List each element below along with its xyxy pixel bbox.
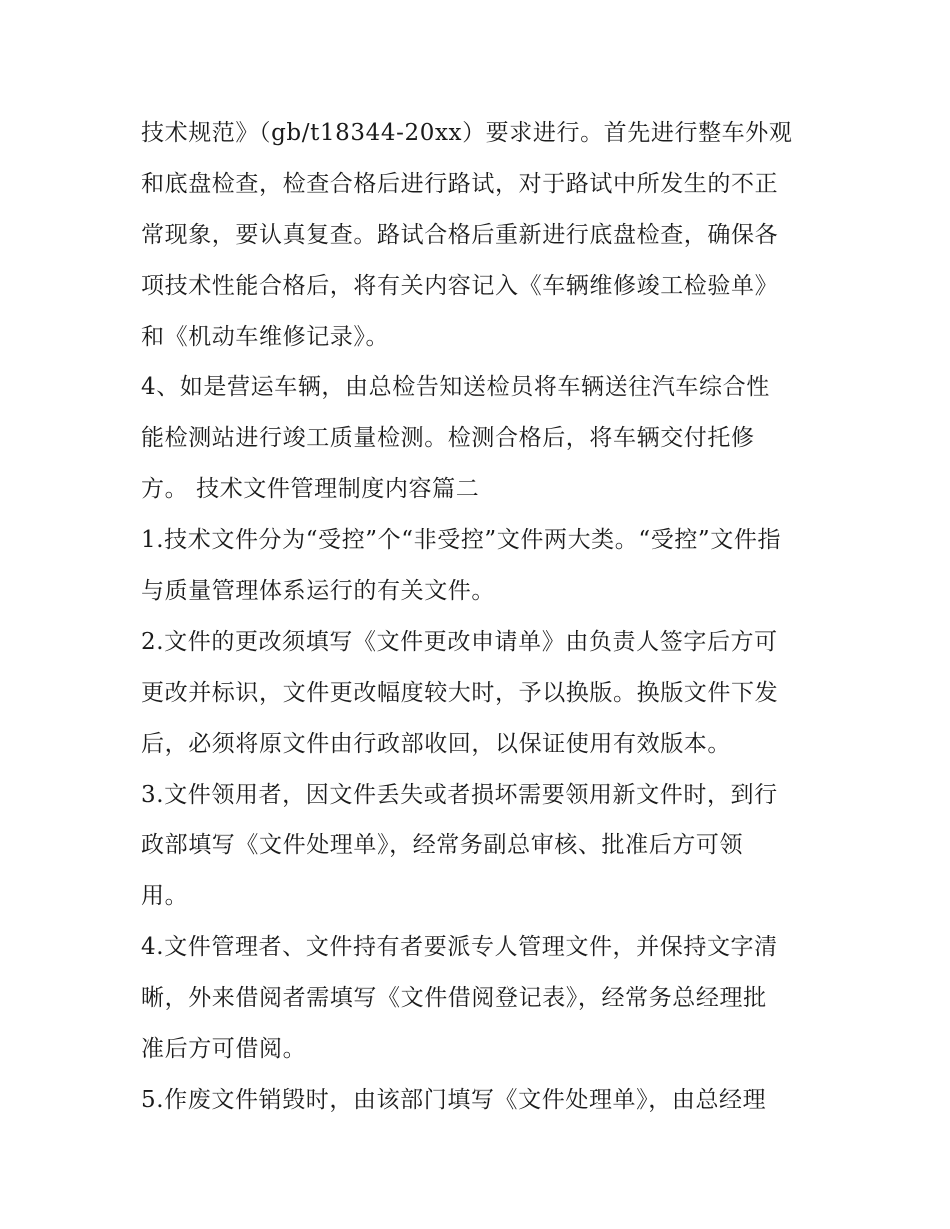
text-line: 5.作废文件销毁时，由该部门填写《文件处理单》，由总经理 bbox=[141, 1086, 767, 1113]
text-line: 后，必须将原文件由行政部收回，以保证使用有效版本。 bbox=[141, 730, 731, 757]
text-line: 与质量管理体系运行的有关文件。 bbox=[141, 578, 495, 605]
text-line: 方。 技术文件管理制度内容篇二 bbox=[141, 476, 480, 503]
text-line: 常现象，要认真复查。路试合格后重新进行底盘检查，确保各 bbox=[141, 221, 779, 248]
text-line: 项技术性能合格后，将有关内容记入《车辆维修竣工检验单》 bbox=[141, 272, 779, 299]
document-body bbox=[141, 108, 831, 1126]
text-line: 政部填写《文件处理单》，经常务副总审核、批准后方可领 bbox=[141, 832, 744, 859]
text-line: 能检测站进行竣工质量检测。检测合格后，将车辆交付托修 bbox=[141, 425, 755, 452]
text-line: 和《机动车维修记录》。 bbox=[141, 323, 390, 350]
text-line: 晰，外来借阅者需填写《文件借阅登记表》，经常务总经理批 bbox=[141, 985, 767, 1012]
text-line: 和底盘检查，检查合格后进行路试，对于路试中所发生的不正 bbox=[141, 170, 779, 197]
text-line: 准后方可借阅。 bbox=[141, 1036, 307, 1063]
text-line: 更改并标识，文件更改幅度较大时，予以换版。换版文件下发 bbox=[141, 679, 779, 706]
text-line: 4、如是营运车辆，由总检告知送检员将车辆送往汽车综合性 bbox=[141, 374, 770, 401]
text-line: 技术规范》（gb/t18344-20xx）要求进行。首先进行整车外观 bbox=[141, 120, 793, 146]
text-line: 3.文件领用者，因文件丢失或者损坏需要领用新文件时，到行 bbox=[141, 781, 778, 808]
text-line: 2.文件的更改须填写《文件更改申请单》由负责人签字后方可 bbox=[141, 628, 778, 655]
text-line: 4.文件管理者、文件持有者要派专人管理文件，并保持文字清 bbox=[141, 934, 778, 961]
text-line: 1.技术文件分为“受控”个“非受控”文件两大类。“受控”文件指 bbox=[141, 527, 782, 554]
text-line: 用。 bbox=[141, 883, 189, 910]
